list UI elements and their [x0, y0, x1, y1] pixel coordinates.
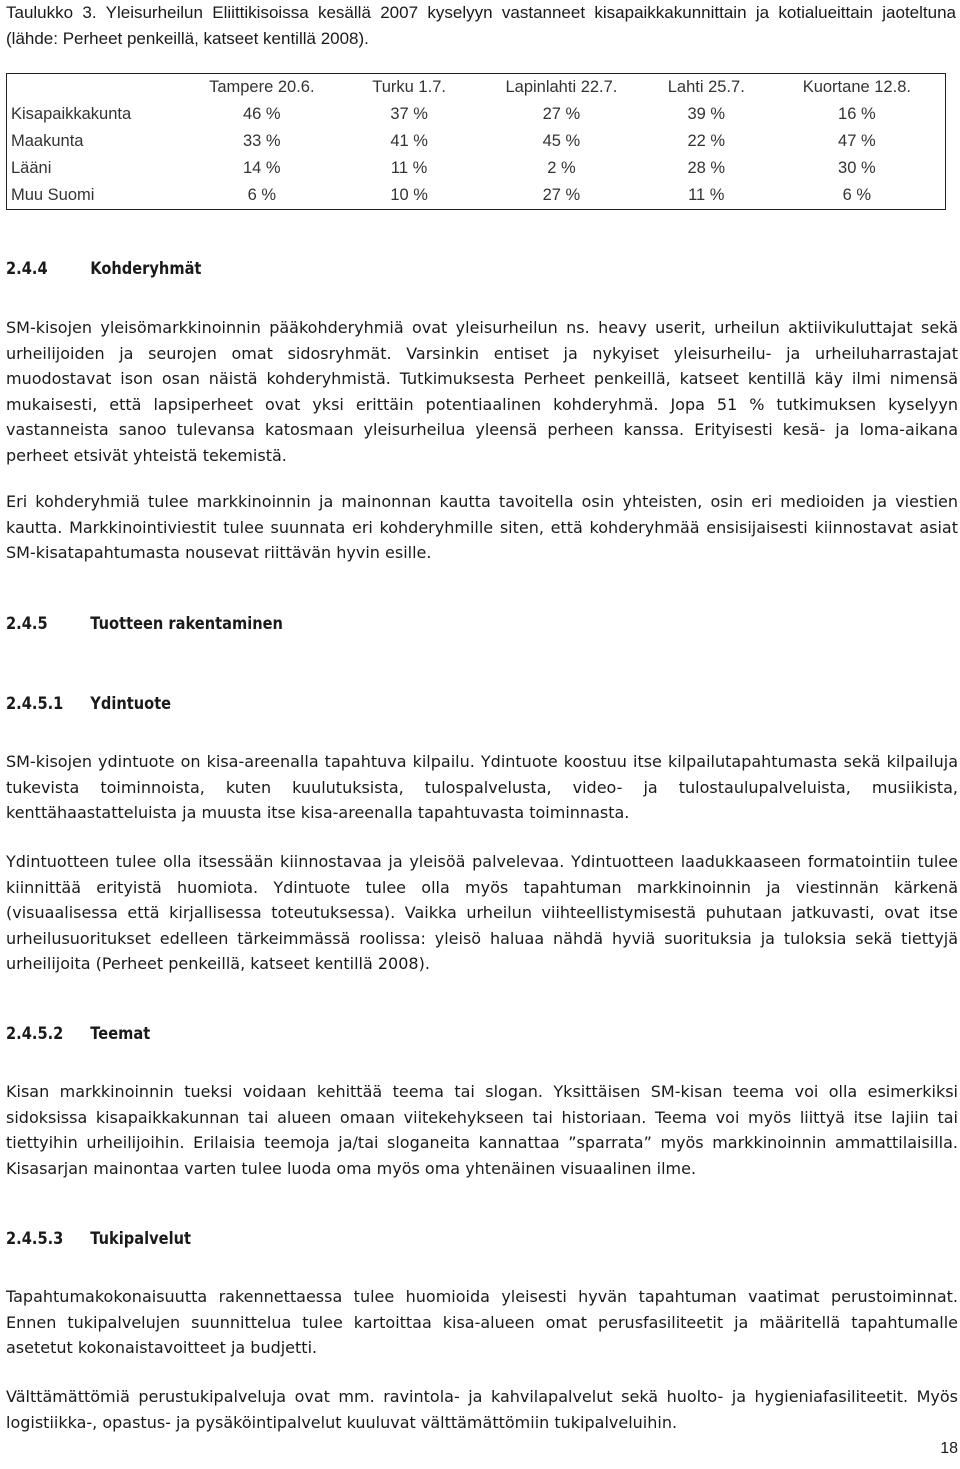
table-row — [7, 128, 946, 155]
table-cell: 33 % — [243, 132, 281, 150]
paragraph-text: Eri kohderyhmiä tulee markkinoinnin ja mainonnan kautta tavoitella osin yhteisten, osin eri medioiden ja viestien kautta. Markkinointiviestit tulee suunnata eri kohderyhmille siten, että kohderyhmää ensisijaisesti kiinnostavat asiat SM-kisatapahtumasta nousevat riittävän hyvin esille. — [6, 492, 958, 562]
row-label: Kisapaikkakunta — [11, 105, 132, 123]
section-title: Teemat — [90, 1024, 151, 1044]
table-cell: 2 % — [547, 159, 576, 177]
header-cell — [7, 74, 185, 102]
section-title: Kohderyhmät — [90, 259, 202, 279]
paragraph-text: Kisan markkinoinnin tueksi voidaan kehittää teema tai slogan. Yksittäisen SM-kisan teema voi olla esimerkiksi sidoksissa kisapaikkakunnan tai alueen omaan viitekehykseen tai historiaan. Teema voi myös liittyä itse lajiin tai tiettyihin urheilijoihin. Erilaisia teemoja ja/tai sloganeita kannattaa ”sparrata” myös markkinoinnin ammattilaisilla. Kisasarjan mainontaa varten tulee luoda oma myös oma yhtenäinen visuaalinen ilme. — [6, 1082, 958, 1178]
row-label: Maakunta — [11, 132, 84, 150]
table-cell: 27 % — [542, 186, 581, 204]
table-cell: 27 % — [542, 105, 581, 123]
section-heading-2-4-4 — [6, 259, 201, 279]
body-paragraph — [6, 749, 958, 826]
table-cell: 28 % — [687, 159, 726, 177]
header-cell: Lapinlahti 22.7. — [505, 78, 618, 96]
row-label: Lääni — [11, 159, 52, 177]
section-title: Tuotteen rakentaminen — [90, 614, 283, 634]
table-cell: 16 % — [838, 105, 876, 123]
table-caption: Taulukko 3. Yleisurheilun Eliittikisoissa kesällä 2007 kyselyyn vastanneet kisapaikkakunnittain ja kotialueittain jaoteltuna (lähde: Perheet penkeillä, katseet kentillä 2008). — [6, 3, 956, 48]
table-cell: 6 % — [842, 186, 872, 204]
section-heading-2-4-5-1 — [6, 694, 171, 714]
table-cell: 37 % — [390, 105, 428, 123]
table-cell: 11 % — [390, 159, 428, 177]
header-cell: Lahti 25.7. — [667, 78, 745, 96]
page-number: 18 — [940, 1440, 958, 1457]
section-heading-2-4-5 — [6, 614, 283, 634]
paragraph-text: Tapahtumakokonaisuutta rakennettaessa tulee huomioida yleisesti hyvän tapahtuman vaatimat perustoiminnat. Ennen tukipalvelujen suunnittelua tulee kartoittaa kisa-alueen omat perusfasiliteetit ja määritellä tapahtumalle asetetut kokonaistavoitteet ja budjetti. — [6, 1287, 958, 1357]
table-cell: 46 % — [243, 105, 281, 123]
section-title: Tukipalvelut — [90, 1229, 191, 1249]
table-cell: 22 % — [687, 132, 726, 150]
table-cell: 6 % — [247, 186, 277, 204]
row-label: Muu Suomi — [11, 186, 95, 204]
body-paragraph — [6, 849, 958, 977]
section-number: 2.4.5.1 — [6, 694, 64, 714]
paragraph-text: SM-kisojen ydintuote on kisa-areenalla tapahtuva kilpailu. Ydintuote koostuu itse kilpailutapahtumasta sekä kilpailuja tukevista toiminnoista, kuten kuulutuksista, tulospalvelusta, video- ja tulostaulupalveluista, musiikista, kenttähaastatteluista ja muusta itse kisa-areenalla tapahtuvasta toiminnasta. — [6, 752, 958, 822]
body-paragraph — [6, 315, 958, 468]
header-cell: Turku 1.7. — [372, 78, 446, 96]
section-number: 2.4.5.2 — [6, 1024, 64, 1044]
body-paragraph — [6, 1284, 958, 1361]
table-row — [7, 155, 946, 182]
section-title: Ydintuote — [90, 694, 172, 714]
paragraph-text: Ydintuotteen tulee olla itsessään kiinnostavaa ja yleisöä palvelevaa. Ydintuotteen laadukkaaseen formatointiin tulee kiinnittää erityistä huomiota. Ydintuote tulee olla myös tapahtuman markkinoinnin ja viestinnän kärkenä (visuaalisessa että kirjallisessa toteutuksessa). Vaikka urheilun viihteellistymisestä puhutaan jatkuvasti, ovat itse urheilusuoritukset edelleen tärkeimmässä roolissa: yleisö haluaa nähdä hyviä suorituksia ja tuloksia sekä tiettyjä urheilijoita (Perheet penkeillä, katseet kentillä 2008). — [6, 852, 958, 973]
body-paragraph — [6, 489, 958, 566]
section-number: 2.4.4 — [6, 259, 48, 279]
body-paragraph — [6, 1384, 958, 1435]
body-paragraph — [6, 1079, 958, 1181]
section-number: 2.4.5.3 — [6, 1229, 64, 1249]
section-heading-2-4-5-3 — [6, 1229, 191, 1249]
table-cell: 47 % — [838, 132, 876, 150]
table-cell: 30 % — [838, 159, 876, 177]
header-cell: Kuortane 12.8. — [802, 78, 911, 96]
section-number: 2.4.5 — [6, 614, 48, 634]
table-header-row — [7, 74, 946, 102]
table-cell: 10 % — [390, 186, 428, 204]
table-row — [7, 182, 946, 210]
paragraph-text: SM-kisojen yleisömarkkinoinnin pääkohderyhmiä ovat yleisurheilun ns. heavy userit, urheilun aktiivikuluttajat sekä urheilijoiden ja seurojen omat sidosryhmät. Varsinkin entiset ja nykyiset yleisurheilu- ja urheiluharrastajat muodostavat ison osan näistä kohderyhmistä. Tutkimuksesta Perheet penkeillä, katseet kentillä käy ilmi nimensä mukaisesti, että lapsiperheet ovat yksi erittäin potentiaalinen kohderyhmä. Jopa 51 % tutkimuksen kyselyyn vastanneista sanoo tulevansa katosmaan yleisurheilua yleensä perheen kanssa. Erityisesti kesä- ja loma-aikana perheet etsivät yhteistä tekemistä. — [6, 318, 958, 465]
data-table — [6, 73, 946, 210]
section-heading-2-4-5-2 — [6, 1024, 150, 1044]
table-cell: 39 % — [687, 105, 726, 123]
table-cell: 41 % — [390, 132, 428, 150]
paragraph-text: Välttämättömiä perustukipalveluja ovat mm. ravintola- ja kahvilapalvelut sekä huolto- ja hygieniafasiliteetit. Myös logistiikka-, opastus- ja pysäköintipalvelut kuuluvat välttämättömiin tukipalveluihin. — [6, 1387, 958, 1432]
table-cell: 45 % — [542, 132, 581, 150]
table-row — [7, 101, 946, 128]
table-cell: 11 % — [688, 186, 725, 204]
header-cell: Tampere 20.6. — [209, 78, 315, 96]
table-cell: 14 % — [243, 159, 281, 177]
